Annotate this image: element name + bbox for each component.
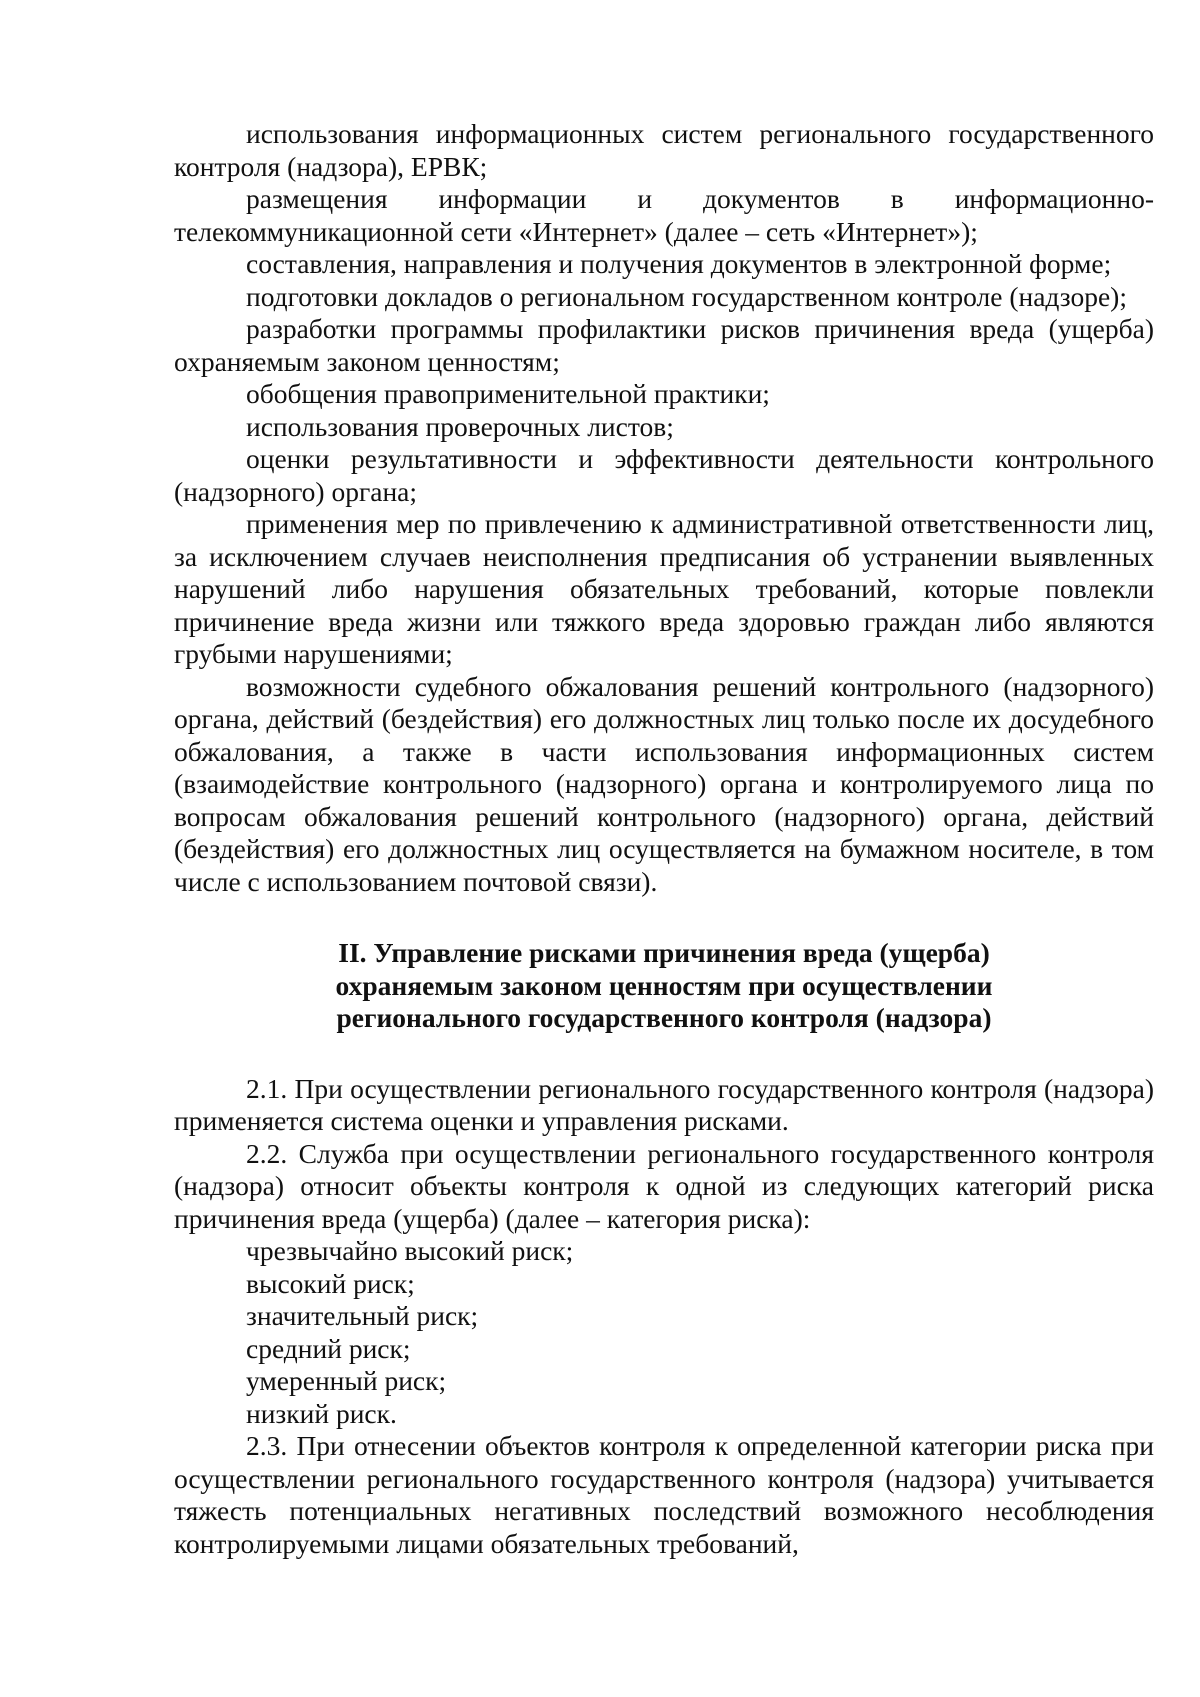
paragraph: разработки программы профилактики рисков причинения вреда (ущерба) охраняемым законом ценностям; — [174, 313, 1154, 377]
paragraph: подготовки докладов о региональном государственном контроле (надзоре); — [246, 280, 1127, 312]
risk-category-item: чрезвычайно высокий риск; — [246, 1235, 574, 1266]
risk-category-item: низкий риск. — [246, 1397, 397, 1429]
risk-category-item: значительный риск; — [246, 1300, 479, 1331]
paragraph: возможности судебного обжалования решений контрольного (надзорного) органа, действий (бездействия) его должностных лиц только после их досудебного обжалования, а также в части использования информационных систем (взаимодействие контрольного (надзорного) органа и контролируемого лица по вопросам обжалования решений контрольного (надзорного) органа, действий (бездействия) его должностных лиц осуществляется на бумажном носителе, в том числе с использованием почтовой связи). — [174, 670, 1154, 897]
paragraph-2-2: 2.2. Служба при осуществлении регионального государственного контроля (надзора) относит объекты контроля к одной из следующих категорий риска причинения вреда (ущерба) (далее – категория риска): — [174, 1137, 1154, 1234]
paragraph: составления, направления и получения документов в электронной форме; — [246, 248, 1112, 279]
section-heading — [174, 937, 1154, 1035]
document-page — [174, 118, 1154, 1560]
section-heading-line: II. Управление рисками причинения вреда (ущерба) — [338, 937, 990, 968]
paragraph: оценки результативности и эффективности деятельности контрольного (надзорного) органа; — [174, 443, 1154, 507]
paragraph: использования проверочных листов; — [246, 410, 674, 442]
risk-category-item: средний риск; — [246, 1332, 411, 1364]
risk-category-item: умеренный риск; — [246, 1365, 447, 1396]
paragraph: обобщения правоприменительной практики; — [246, 378, 770, 409]
paragraph: размещения информации и документов в информационно-телекоммуникационной сети «Интернет» (далее – сеть «Интернет»); — [174, 183, 1154, 247]
section-heading-line: регионального государственного контроля (надзора) — [336, 1002, 992, 1033]
risk-category-item: высокий риск; — [246, 1267, 415, 1299]
paragraph: применения мер по привлечению к административной ответственности лиц, за исключением случаев неисполнения предписания об устранении выявленных нарушений либо нарушения обязательных требований, которые повлекли причинение вреда жизни или тяжкого вреда здоровью граждан либо являются грубыми нарушениями; — [174, 508, 1154, 669]
paragraph-2-1: 2.1. При осуществлении регионального государственного контроля (надзора) применяется система оценки и управления рисками. — [174, 1072, 1154, 1136]
paragraph: использования информационных систем регионального государственного контроля (надзора), ЕРВК; — [174, 118, 1154, 182]
paragraph-2-3: 2.3. При отнесении объектов контроля к определенной категории риска при осуществлении регионального государственного контроля (надзора) учитывается тяжесть потенциальных негативных последствий возможного несоблюдения контролируемыми лицами обязательных требований, — [174, 1430, 1154, 1559]
section-heading-line: охраняемым законом ценностям при осуществлении — [335, 969, 993, 1001]
